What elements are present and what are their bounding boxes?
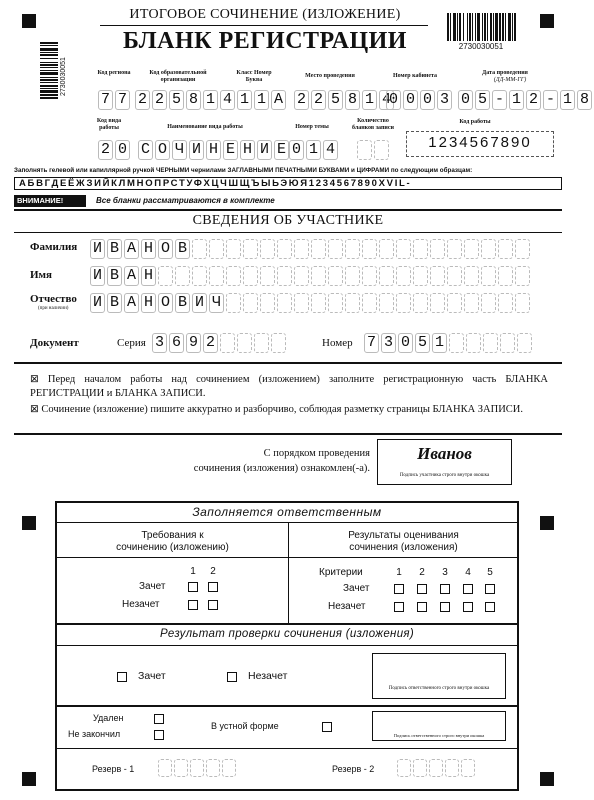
char-cell[interactable] bbox=[517, 333, 532, 353]
char-cell[interactable] bbox=[498, 293, 513, 313]
char-cell[interactable] bbox=[192, 266, 207, 286]
document-label: Документ bbox=[30, 337, 79, 349]
responsible-signature-caption-2: Подпись ответственного строго внутри окошка bbox=[393, 733, 485, 738]
crit-3-fail-checkbox[interactable] bbox=[440, 602, 450, 612]
result-pass-checkbox[interactable] bbox=[117, 672, 127, 682]
char-cell[interactable] bbox=[277, 293, 292, 313]
char-cell[interactable] bbox=[192, 239, 207, 259]
char-cell[interactable] bbox=[254, 333, 269, 353]
form-top-title: ИТОГОВОЕ СОЧИНЕНИЕ (ИЗЛОЖЕНИЕ) bbox=[129, 7, 401, 22]
char-cell[interactable]: 0 bbox=[420, 90, 435, 110]
char-cell[interactable]: 1 bbox=[237, 90, 252, 110]
char-cell[interactable] bbox=[328, 239, 343, 259]
result-pass-label: Зачет bbox=[138, 670, 166, 682]
char-cell[interactable]: 0 bbox=[458, 90, 473, 110]
crit-5-pass-checkbox[interactable] bbox=[485, 584, 495, 594]
region-code-field[interactable] bbox=[98, 90, 132, 110]
char-cell[interactable]: 5 bbox=[475, 90, 490, 110]
label-room: Номер кабинета bbox=[392, 73, 438, 79]
crit-2-pass-checkbox[interactable] bbox=[417, 584, 427, 594]
char-cell[interactable] bbox=[345, 293, 360, 313]
char-cell[interactable] bbox=[374, 140, 389, 160]
reserve-2-label: Резерв - 2 bbox=[332, 764, 375, 774]
req-pass-label: Зачет bbox=[139, 581, 166, 592]
label-work-code: Код вида работы bbox=[96, 118, 122, 131]
crit-pass-label: Зачет bbox=[343, 583, 370, 594]
char-cell[interactable] bbox=[222, 759, 236, 777]
char-cell[interactable]: 8 bbox=[577, 90, 592, 110]
char-cell[interactable]: 3 bbox=[152, 333, 167, 353]
instructions-text: Заполнять гелевой или капиллярной ручкой ЧЕРНЫМИ чернилами ЗАГЛАВНЫМИ ПЕЧАТНЫМИ БУКВАМИ и ЦИФРАМИ по следующим образцам: bbox=[14, 167, 473, 174]
label-date-format: (ДД-ММ-ГГ) bbox=[493, 77, 527, 83]
official-title: Заполняется ответственным bbox=[192, 505, 382, 519]
char-cell[interactable] bbox=[464, 239, 479, 259]
char-cell[interactable]: Н bbox=[141, 293, 156, 313]
corner-marker bbox=[540, 772, 554, 786]
char-cell[interactable] bbox=[362, 239, 377, 259]
surname-field[interactable] bbox=[90, 239, 532, 259]
char-cell[interactable]: И bbox=[90, 293, 105, 313]
char-cell[interactable]: 0 bbox=[115, 140, 130, 160]
crit-fail-label: Незачет bbox=[328, 601, 366, 612]
label-forms-count: Количество бланков записи bbox=[351, 118, 394, 131]
char-cell[interactable] bbox=[515, 239, 530, 259]
vertical-barcode-number: 2730030051 bbox=[60, 57, 67, 96]
char-cell[interactable]: 7 bbox=[98, 90, 113, 110]
corner-marker bbox=[22, 14, 36, 28]
char-cell[interactable] bbox=[190, 759, 204, 777]
patronymic-note: (при наличии) bbox=[38, 306, 69, 311]
not-finished-checkbox[interactable] bbox=[154, 730, 164, 740]
result-fail-label: Незачет bbox=[248, 670, 288, 682]
char-cell[interactable]: 4 bbox=[220, 90, 235, 110]
char-cell[interactable] bbox=[430, 266, 445, 286]
char-cell[interactable]: 4 bbox=[323, 140, 338, 160]
char-cell[interactable] bbox=[260, 293, 275, 313]
req-col-1: 1 bbox=[190, 566, 196, 577]
char-cell[interactable]: 2 bbox=[152, 90, 167, 110]
participant-signature: Иванов bbox=[417, 444, 472, 463]
char-cell[interactable]: 2 bbox=[526, 90, 541, 110]
char-cell[interactable]: 5 bbox=[415, 333, 430, 353]
char-cell[interactable] bbox=[449, 333, 464, 353]
char-cell[interactable] bbox=[260, 266, 275, 286]
char-cell[interactable] bbox=[311, 266, 326, 286]
reserve-1-label: Резерв - 1 bbox=[92, 764, 135, 774]
char-cell[interactable] bbox=[243, 239, 258, 259]
date-field[interactable] bbox=[458, 90, 594, 110]
char-cell[interactable] bbox=[226, 293, 241, 313]
class-field[interactable] bbox=[237, 90, 288, 110]
char-cell[interactable] bbox=[294, 293, 309, 313]
results-title-1: Результаты оценивания bbox=[348, 530, 459, 541]
char-cell[interactable] bbox=[226, 239, 241, 259]
char-cell[interactable]: О bbox=[158, 239, 173, 259]
char-cell[interactable] bbox=[413, 293, 428, 313]
document-series-field[interactable] bbox=[152, 333, 288, 353]
participant-section-title: СВЕДЕНИЯ ОБ УЧАСТНИКЕ bbox=[192, 213, 384, 228]
char-cell[interactable] bbox=[430, 239, 445, 259]
char-cell[interactable] bbox=[430, 293, 445, 313]
char-cell[interactable]: Н bbox=[206, 140, 221, 160]
attention-badge: ВНИМАНИЕ! bbox=[14, 195, 86, 207]
char-cell[interactable]: 3 bbox=[381, 333, 396, 353]
char-cell[interactable] bbox=[271, 333, 286, 353]
char-cell[interactable]: - bbox=[543, 90, 558, 110]
attention-text: Все бланки рассматриваются в комплекте bbox=[96, 196, 275, 205]
req-2-pass-checkbox[interactable] bbox=[208, 582, 218, 592]
removed-checkbox[interactable] bbox=[154, 714, 164, 724]
reserve-1-field[interactable] bbox=[158, 759, 238, 777]
char-cell[interactable] bbox=[447, 293, 462, 313]
char-cell[interactable] bbox=[464, 293, 479, 313]
char-cell[interactable]: 2 bbox=[311, 90, 326, 110]
not-finished-label: Не закончил bbox=[68, 729, 121, 739]
char-cell[interactable]: С bbox=[138, 140, 153, 160]
place-code-field[interactable] bbox=[294, 90, 396, 110]
label-class: Класс Номер Буква bbox=[236, 70, 272, 83]
char-cell[interactable]: 2 bbox=[294, 90, 309, 110]
char-cell[interactable] bbox=[464, 266, 479, 286]
char-cell[interactable]: В bbox=[107, 239, 122, 259]
crit-col-3: 3 bbox=[442, 567, 448, 578]
oral-form-label: В устной форме bbox=[211, 721, 279, 731]
char-cell[interactable] bbox=[379, 266, 394, 286]
char-cell[interactable]: 1 bbox=[306, 140, 321, 160]
char-cell[interactable]: И bbox=[192, 293, 207, 313]
requirements-title-1: Требования к bbox=[141, 530, 204, 541]
char-cell[interactable]: 1 bbox=[203, 90, 218, 110]
char-cell[interactable] bbox=[481, 239, 496, 259]
req-2-fail-checkbox[interactable] bbox=[208, 600, 218, 610]
forms-count-field[interactable] bbox=[357, 140, 391, 160]
char-cell[interactable] bbox=[311, 293, 326, 313]
req-fail-label: Незачет bbox=[122, 599, 160, 610]
responsible-signature-box-1[interactable] bbox=[372, 653, 506, 699]
crit-col-2: 2 bbox=[419, 567, 425, 578]
label-org: Код образовательной организации bbox=[149, 70, 207, 83]
char-cell[interactable]: И bbox=[257, 140, 272, 160]
char-cell[interactable] bbox=[260, 239, 275, 259]
char-cell[interactable]: И bbox=[90, 239, 105, 259]
corner-marker bbox=[22, 772, 36, 786]
char-cell[interactable] bbox=[209, 266, 224, 286]
char-cell[interactable]: 8 bbox=[186, 90, 201, 110]
char-cell[interactable]: 1 bbox=[509, 90, 524, 110]
char-cell[interactable] bbox=[209, 239, 224, 259]
char-cell[interactable] bbox=[345, 239, 360, 259]
removed-label: Удален bbox=[93, 713, 124, 723]
char-cell[interactable]: О bbox=[155, 140, 170, 160]
char-cell[interactable] bbox=[158, 266, 173, 286]
results-title-2: сочинения (изложения) bbox=[349, 542, 458, 553]
char-cell[interactable] bbox=[243, 293, 258, 313]
char-cell[interactable]: Ч bbox=[172, 140, 187, 160]
char-cell[interactable] bbox=[379, 293, 394, 313]
char-cell[interactable] bbox=[220, 333, 235, 353]
char-cell[interactable] bbox=[379, 239, 394, 259]
crit-1-pass-checkbox[interactable] bbox=[394, 584, 404, 594]
crit-2-fail-checkbox[interactable] bbox=[417, 602, 427, 612]
char-cell[interactable]: О bbox=[158, 293, 173, 313]
name-field[interactable] bbox=[90, 266, 532, 286]
crit-4-pass-checkbox[interactable] bbox=[463, 584, 473, 594]
char-cell[interactable] bbox=[461, 759, 475, 777]
note-write-neatly: ⊠ Сочинение (изложение) пишите аккуратно и разборчиво, соблюдая разметку страницы БЛАНКА ЗАПИСИ. bbox=[30, 404, 524, 415]
document-number-field[interactable] bbox=[364, 333, 534, 353]
char-cell[interactable]: 1 bbox=[432, 333, 447, 353]
crit-5-fail-checkbox[interactable] bbox=[485, 602, 495, 612]
patronymic-field[interactable] bbox=[90, 293, 532, 313]
char-cell[interactable]: 2 bbox=[135, 90, 150, 110]
barcode-number: 2730030051 bbox=[458, 42, 504, 51]
char-cell[interactable]: 0 bbox=[289, 140, 304, 160]
char-cell[interactable] bbox=[237, 333, 252, 353]
char-cell[interactable]: Е bbox=[223, 140, 238, 160]
vertical-barcode bbox=[40, 42, 58, 98]
form-main-title: БЛАНК РЕГИСТРАЦИИ bbox=[123, 28, 407, 54]
char-cell[interactable]: 0 bbox=[398, 333, 413, 353]
char-cell[interactable]: А bbox=[124, 293, 139, 313]
char-cell[interactable]: В bbox=[175, 239, 190, 259]
char-cell[interactable] bbox=[445, 759, 459, 777]
char-cell[interactable] bbox=[413, 759, 427, 777]
label-region: Код региона bbox=[97, 70, 131, 76]
char-cell[interactable] bbox=[413, 239, 428, 259]
crit-4-fail-checkbox[interactable] bbox=[463, 602, 473, 612]
char-cell[interactable]: 7 bbox=[115, 90, 130, 110]
char-cell[interactable]: 4 bbox=[379, 90, 394, 110]
char-cell[interactable]: Н bbox=[141, 266, 156, 286]
barcode bbox=[447, 13, 515, 41]
char-cell[interactable]: 7 bbox=[364, 333, 379, 353]
result-fail-checkbox[interactable] bbox=[227, 672, 237, 682]
char-cell[interactable]: 1 bbox=[254, 90, 269, 110]
char-cell[interactable]: А bbox=[124, 266, 139, 286]
char-cell[interactable] bbox=[498, 266, 513, 286]
series-label: Серия bbox=[117, 337, 146, 349]
char-cell[interactable] bbox=[397, 759, 411, 777]
char-cell[interactable] bbox=[294, 266, 309, 286]
patronymic-label: Отчество bbox=[30, 293, 77, 305]
char-cell[interactable] bbox=[515, 293, 530, 313]
char-cell[interactable] bbox=[396, 293, 411, 313]
char-cell[interactable]: Е bbox=[274, 140, 289, 160]
label-date: Дата проведения bbox=[482, 70, 528, 76]
corner-marker bbox=[540, 516, 554, 530]
char-cell[interactable] bbox=[311, 239, 326, 259]
char-cell[interactable] bbox=[447, 239, 462, 259]
label-work-name: Наименование вида работы bbox=[167, 124, 243, 130]
char-cell[interactable]: В bbox=[107, 293, 122, 313]
label-place: Место проведения bbox=[305, 73, 355, 79]
char-cell[interactable] bbox=[515, 266, 530, 286]
char-cell[interactable]: А bbox=[124, 239, 139, 259]
participant-signature-caption: Подпись участника строго внутри окошка bbox=[399, 473, 490, 478]
responsible-signature-caption-1: Подпись ответственного строго внутри окошка bbox=[388, 686, 490, 691]
req-col-2: 2 bbox=[210, 566, 216, 577]
req-1-fail-checkbox[interactable] bbox=[188, 600, 198, 610]
char-cell[interactable] bbox=[396, 266, 411, 286]
char-cell[interactable]: 9 bbox=[186, 333, 201, 353]
surname-label: Фамилия bbox=[30, 241, 78, 253]
char-cell[interactable] bbox=[466, 333, 481, 353]
char-cell[interactable]: 5 bbox=[169, 90, 184, 110]
req-1-pass-checkbox[interactable] bbox=[188, 582, 198, 592]
char-cell[interactable] bbox=[158, 759, 172, 777]
char-cell[interactable]: И bbox=[189, 140, 204, 160]
crit-col-4: 4 bbox=[465, 567, 471, 578]
crit-col-1: 1 bbox=[396, 567, 402, 578]
sample-characters: АБВГДЕЁЖЗИЙКЛМНОПРСТУФХЦЧШЩЪЫЬЭЮЯ1234567890XVIL- bbox=[14, 177, 562, 190]
char-cell[interactable]: 1 bbox=[560, 90, 575, 110]
char-cell[interactable]: 3 bbox=[437, 90, 452, 110]
work-id-value: 1234567890 bbox=[428, 134, 532, 151]
char-cell[interactable]: 5 bbox=[328, 90, 343, 110]
crit-1-fail-checkbox[interactable] bbox=[394, 602, 404, 612]
char-cell[interactable] bbox=[483, 333, 498, 353]
char-cell[interactable] bbox=[429, 759, 443, 777]
char-cell[interactable] bbox=[413, 266, 428, 286]
char-cell[interactable]: 6 bbox=[169, 333, 184, 353]
char-cell[interactable] bbox=[328, 266, 343, 286]
org-code-field[interactable] bbox=[135, 90, 237, 110]
char-cell[interactable] bbox=[447, 266, 462, 286]
char-cell[interactable]: Н bbox=[141, 239, 156, 259]
char-cell[interactable] bbox=[277, 266, 292, 286]
char-cell[interactable]: Ч bbox=[209, 293, 224, 313]
work-name-field[interactable] bbox=[138, 140, 291, 160]
name-label: Имя bbox=[30, 269, 52, 281]
number-label: Номер bbox=[322, 337, 353, 349]
char-cell[interactable] bbox=[362, 293, 377, 313]
char-cell[interactable]: - bbox=[492, 90, 507, 110]
label-topic-no: Номер темы bbox=[295, 124, 329, 130]
acknowledge-line2: сочинения (изложения) ознакомлен(-а). bbox=[193, 463, 370, 474]
topic-number-field[interactable] bbox=[289, 140, 340, 160]
char-cell[interactable] bbox=[500, 333, 515, 353]
corner-marker bbox=[22, 516, 36, 530]
char-cell[interactable] bbox=[226, 266, 241, 286]
char-cell[interactable] bbox=[357, 140, 372, 160]
char-cell[interactable]: 1 bbox=[362, 90, 377, 110]
char-cell[interactable] bbox=[243, 266, 258, 286]
note-fill-registration: ⊠ Перед началом работы над сочинением (изложением) заполните регистрационную часть БЛАНКА РЕГИСТРАЦИИ и БЛАНКА ЗАПИСИ. bbox=[30, 374, 548, 399]
char-cell[interactable] bbox=[328, 293, 343, 313]
check-result-title: Результат проверки сочинения (изложения) bbox=[160, 628, 414, 640]
char-cell[interactable] bbox=[175, 266, 190, 286]
requirements-title-2: сочинению (изложению) bbox=[116, 542, 229, 553]
crit-col-5: 5 bbox=[487, 567, 493, 578]
char-cell[interactable] bbox=[362, 266, 377, 286]
char-cell[interactable]: В bbox=[175, 293, 190, 313]
char-cell[interactable] bbox=[277, 239, 292, 259]
char-cell[interactable]: 0 bbox=[386, 90, 401, 110]
char-cell[interactable]: 8 bbox=[345, 90, 360, 110]
char-cell[interactable] bbox=[174, 759, 188, 777]
work-code-field[interactable] bbox=[98, 140, 132, 160]
oral-form-checkbox[interactable] bbox=[322, 722, 332, 732]
char-cell[interactable] bbox=[345, 266, 360, 286]
char-cell[interactable] bbox=[481, 293, 496, 313]
char-cell[interactable]: А bbox=[271, 90, 286, 110]
room-number-field[interactable] bbox=[386, 90, 454, 110]
reserve-2-field[interactable] bbox=[397, 759, 477, 777]
char-cell[interactable]: 0 bbox=[403, 90, 418, 110]
criteria-label: Критерии bbox=[319, 567, 363, 578]
char-cell[interactable] bbox=[396, 239, 411, 259]
char-cell[interactable]: 2 bbox=[98, 140, 113, 160]
char-cell[interactable]: Н bbox=[240, 140, 255, 160]
char-cell[interactable]: 2 bbox=[203, 333, 218, 353]
char-cell[interactable]: В bbox=[107, 266, 122, 286]
crit-3-pass-checkbox[interactable] bbox=[440, 584, 450, 594]
char-cell[interactable]: И bbox=[90, 266, 105, 286]
char-cell[interactable] bbox=[294, 239, 309, 259]
label-work-id: Код работы bbox=[459, 119, 491, 125]
char-cell[interactable] bbox=[481, 266, 496, 286]
char-cell[interactable] bbox=[206, 759, 220, 777]
acknowledge-line1: С порядком проведения bbox=[263, 448, 370, 459]
char-cell[interactable] bbox=[498, 239, 513, 259]
corner-marker bbox=[540, 14, 554, 28]
